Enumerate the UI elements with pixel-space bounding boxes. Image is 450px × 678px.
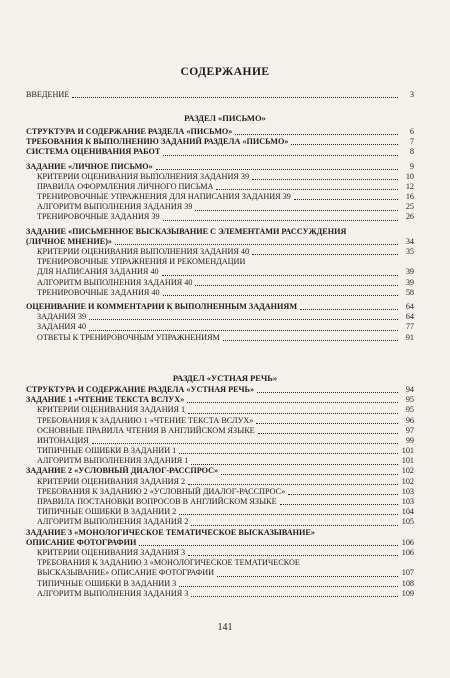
toc-entry-label: КРИТЕРИИ ОЦЕНИВАНИЯ ЗАДАНИЯ 2 xyxy=(37,476,186,486)
toc-leader-dots xyxy=(280,503,398,505)
toc-leader-dots xyxy=(288,493,398,495)
toc-entry xyxy=(26,416,414,426)
toc-leader-dots xyxy=(89,329,398,331)
toc-entry xyxy=(26,426,414,436)
toc-entry-page: 77 xyxy=(405,322,414,332)
toc-leader-dots xyxy=(191,595,398,597)
toc-entry-label: ТРЕБОВАНИЯ К ЗАДАНИЮ 3 «МОНОЛОГИЧЕСКОЕ ТЕМАТИЧЕСКОЕ xyxy=(37,558,300,568)
toc-entry-page: 102 xyxy=(401,476,414,486)
toc-entry-page: 107 xyxy=(401,568,414,578)
toc-leader-dots xyxy=(187,401,398,403)
toc-entry-label: ТРЕБОВАНИЯ К ЗАДАНИЮ 2 «УСЛОВНЫЙ ДИАЛОГ-РАССПРОС» xyxy=(37,486,286,496)
toc-leader-dots xyxy=(257,391,398,393)
toc-leader-dots xyxy=(195,284,398,286)
toc-entry-page: 94 xyxy=(405,384,414,394)
toc-entry-label: ОСНОВНЫЕ ПРАВИЛА ЧТЕНИЯ В АНГЛИЙСКОМ ЯЗЫКЕ xyxy=(37,425,255,435)
section-heading-speaking: РАЗДЕЛ «УСТНАЯ РЕЧЬ» xyxy=(172,373,278,383)
toc-leader-dots xyxy=(252,253,398,255)
toc-entry-page: 64 xyxy=(405,301,414,311)
toc-leader-dots xyxy=(221,473,398,475)
toc-entry-label: СТРУКТУРА И СОДЕРЖАНИЕ РАЗДЕЛА «УСТНАЯ РЕЧЬ» xyxy=(26,384,255,394)
toc-entry xyxy=(26,517,414,527)
toc-entry-label: ВЫСКАЗЫВАНИЕ» ОПИСАНИЕ ФОТОГРАФИИ xyxy=(37,568,215,578)
toc-entry-label: ТИПИЧНЫЕ ОШИБКИ В ЗАДАНИИ 1 xyxy=(37,446,177,456)
toc-entry xyxy=(26,227,414,237)
toc-leader-dots xyxy=(303,565,398,566)
toc-entry-label: ТИПИЧНЫЕ ОШИБКИ В ЗАДАНИИ 3 xyxy=(37,578,177,588)
toc-entry-label: КРИТЕРИИ ОЦЕНИВАНИЯ ВЫПОЛНЕНИЯ ЗАДАНИЯ 39 xyxy=(37,171,250,181)
toc-entry-page: 97 xyxy=(405,425,414,435)
toc-leader-dots xyxy=(191,524,398,526)
toc-entry-page: 106 xyxy=(401,537,414,547)
toc-entry xyxy=(26,192,414,202)
toc-entry-page: 95 xyxy=(405,395,414,405)
toc-entry-label: АЛГОРИТМ ВЫПОЛНЕНИЯ ЗАДАНИЯ 2 xyxy=(37,517,189,527)
toc-entry-label: ВВЕДЕНИЕ xyxy=(26,89,70,99)
toc-entry xyxy=(26,558,414,568)
toc-intro xyxy=(26,90,414,100)
toc-entry-label: АЛГОРИТМ ВЫПОЛНЕНИЯ ЗАДАНИЯ 3 xyxy=(37,588,189,598)
toc-leader-dots xyxy=(195,209,398,211)
toc-entry-page: 95 xyxy=(405,405,414,415)
toc-entry xyxy=(26,467,414,477)
toc-leader-dots xyxy=(115,243,398,245)
toc-section-writing xyxy=(26,127,414,343)
toc-entry-label: КРИТЕРИИ ОЦЕНИВАНИЯ ЗАДАНИЯ 1 xyxy=(37,405,186,415)
toc-leader-dots xyxy=(156,168,398,170)
toc-leader-dots xyxy=(179,452,398,454)
toc-leader-dots xyxy=(139,544,398,546)
toc-entry-label: ТРЕНИРОВОЧНЫЕ УПРАЖНЕНИЯ ДЛЯ НАПИСАНИЯ ЗАДАНИЯ 39 xyxy=(37,192,291,202)
toc-entry xyxy=(26,528,414,538)
toc-entry xyxy=(26,477,414,487)
toc-entry-page: 10 xyxy=(405,171,414,181)
toc-entry-page: 64 xyxy=(405,312,414,322)
toc-entry-page: 12 xyxy=(405,181,414,191)
toc-entry-page: 108 xyxy=(401,578,414,588)
toc-leader-dots xyxy=(188,483,398,485)
toc-entry xyxy=(26,405,414,415)
toc-entry xyxy=(26,312,414,322)
toc-entry-intro xyxy=(26,90,414,100)
toc-entry xyxy=(26,127,414,137)
toc-leader-dots xyxy=(258,432,398,434)
toc-entry-label: ДЛЯ НАПИСАНИЯ ЗАДАНИЯ 40 xyxy=(37,267,159,277)
toc-entry xyxy=(26,507,414,517)
toc-entry-label: ЗАДАНИЕ «ЛИЧНОЕ ПИСЬМО» xyxy=(26,161,153,171)
toc-entry xyxy=(26,172,414,182)
toc-entry-label: ТИПИЧНЫЕ ОШИБКИ В ЗАДАНИИ 2 xyxy=(37,507,177,517)
toc-entry-label: СИСТЕМА ОЦЕНИВАНИЯ РАБОТ xyxy=(26,147,161,157)
toc-entry-label: ЗАДАНИЕ 3 «МОНОЛОГИЧЕСКОЕ ТЕМАТИЧЕСКОЕ ВЫСКАЗЫВАНИЕ» xyxy=(26,527,315,537)
toc-leader-dots xyxy=(163,294,398,296)
toc-entry xyxy=(26,446,414,456)
toc-entry-label: ОТВЕТЫ К ТРЕНИРОВОЧНЫМ УПРАЖНЕНИЯМ xyxy=(37,332,220,342)
toc-entry-page: 34 xyxy=(405,236,414,246)
toc-entry-page: 103 xyxy=(401,497,414,507)
toc-entry xyxy=(26,395,414,405)
toc-entry xyxy=(26,456,414,466)
toc-entry xyxy=(26,385,414,395)
toc-entry-page: 6 xyxy=(409,126,414,136)
toc-entry-label: ПРАВИЛА ПОСТАНОВКИ ВОПРОСОВ В АНГЛИЙСКОМ ЯЗЫКЕ xyxy=(37,497,277,507)
toc-entry xyxy=(26,147,414,157)
toc-entry-page: 26 xyxy=(405,212,414,222)
toc-leader-dots xyxy=(291,143,398,145)
toc-entry-label: КРИТЕРИИ ОЦЕНИВАНИЯ ЗАДАНИЯ 3 xyxy=(37,547,186,557)
toc-entry-label: АЛГОРИТМ ВЫПОЛНЕНИЯ ЗАДАНИЯ 39 xyxy=(37,202,193,212)
toc-entry-page: 7 xyxy=(409,137,414,147)
toc-entry xyxy=(26,322,414,332)
page-title: СОДЕРЖАНИЕ xyxy=(180,66,270,78)
toc-entry-label: ЗАДАНИЕ «ПИСЬМЕННОЕ ВЫСКАЗЫВАНИЕ С ЭЛЕМЕНТАМИ РАССУЖДЕНИЯ xyxy=(26,226,347,236)
toc-entry xyxy=(26,497,414,507)
toc-entry-page: 102 xyxy=(401,466,414,476)
toc-entry-page: 105 xyxy=(401,517,414,527)
toc-entry-label: ТРЕНИРОВОЧНЫЕ УПРАЖНЕНИЯ И РЕКОМЕНДАЦИИ xyxy=(37,257,246,267)
toc-leader-dots xyxy=(256,422,398,424)
toc-entry-page: 101 xyxy=(401,446,414,456)
toc-entry xyxy=(26,538,414,548)
toc-leader-dots xyxy=(179,513,398,515)
toc-entry-page: 103 xyxy=(401,486,414,496)
toc-entry-label: ИНТОНАЦИЯ xyxy=(37,435,89,445)
toc-entry-page: 25 xyxy=(405,202,414,212)
toc-entry xyxy=(26,579,414,589)
toc-leader-dots xyxy=(349,234,398,235)
toc-entry xyxy=(26,589,414,599)
toc-leader-dots xyxy=(223,339,398,341)
toc-leader-dots xyxy=(217,575,398,577)
toc-entry xyxy=(26,302,414,312)
toc-leader-dots xyxy=(92,442,398,444)
toc-leader-dots xyxy=(294,198,398,200)
toc-leader-dots xyxy=(89,318,398,320)
toc-entry-label: ЗАДАНИЯ 40 xyxy=(37,322,87,332)
toc-entry-label: ТРЕНИРОВОЧНЫЕ ЗАДАНИЯ 40 xyxy=(37,287,160,297)
toc-entry xyxy=(26,288,414,298)
toc-entry-page: 99 xyxy=(405,435,414,445)
toc-entry-label: (ЛИЧНОЕ МНЕНИЕ)» xyxy=(26,236,113,246)
toc-entry-label: АЛГОРИТМ ВЫПОЛНЕНИЯ ЗАДАНИЯ 1 xyxy=(37,456,189,466)
toc-entry xyxy=(26,162,414,172)
section-heading-writing: РАЗДЕЛ «ПИСЬМО» xyxy=(184,113,266,123)
toc-entry-page: 91 xyxy=(405,332,414,342)
toc-entry-page: 8 xyxy=(409,147,414,157)
toc-entry-page: 3 xyxy=(409,89,414,99)
toc-entry xyxy=(26,137,414,147)
toc-entry xyxy=(26,487,414,497)
toc-leader-dots xyxy=(162,274,398,276)
toc-entry-label: СТРУКТУРА И СОДЕРЖАНИЕ РАЗДЕЛА «ПИСЬМО» xyxy=(26,126,233,136)
toc-entry xyxy=(26,436,414,446)
toc-leader-dots xyxy=(163,219,398,221)
toc-entry xyxy=(26,333,414,343)
toc-entry-page: 104 xyxy=(401,507,414,517)
toc-entry-label: ОПИСАНИЕ ФОТОГРАФИИ xyxy=(26,537,137,547)
toc-entry xyxy=(26,278,414,288)
toc-entry xyxy=(26,237,414,247)
toc-entry-page: 101 xyxy=(401,456,414,466)
toc-entry-page: 35 xyxy=(405,247,414,257)
toc-entry xyxy=(26,247,414,257)
toc-entry xyxy=(26,213,414,223)
toc-leader-dots xyxy=(72,96,398,98)
toc-entry xyxy=(26,257,414,267)
toc-entry-label: КРИТЕРИИ ОЦЕНИВАНИЯ ВЫПОЛНЕНИЯ ЗАДАНИЯ 40 xyxy=(37,247,250,257)
toc-entry-page: 109 xyxy=(401,588,414,598)
toc-leader-dots xyxy=(252,178,398,180)
toc-entry-label: ЗАДАНИЯ 39 xyxy=(37,312,87,322)
toc-entry-page: 106 xyxy=(401,547,414,557)
toc-entry-label: ЗАДАНИЕ 2 «УСЛОВНЫЙ ДИАЛОГ-РАССПРОС» xyxy=(26,466,219,476)
toc-entry-label: ТРЕБОВАНИЯ К ЗАДАНИЮ 1 «ЧТЕНИЕ ТЕКСТА ВСЛУХ» xyxy=(37,415,254,425)
toc-leader-dots xyxy=(216,188,398,190)
toc-entry-page: 96 xyxy=(405,415,414,425)
toc-leader-dots xyxy=(191,463,398,465)
toc-leader-dots xyxy=(318,535,398,536)
toc-entry-label: ТРЕБОВАНИЯ К ВЫПОЛНЕНИЮ ЗАДАНИЙ РАЗДЕЛА «ПИСЬМО» xyxy=(26,137,289,147)
toc-leader-dots xyxy=(179,585,398,587)
toc-entry xyxy=(26,548,414,558)
toc-leader-dots xyxy=(300,308,398,310)
toc-entry xyxy=(26,267,414,277)
toc-section-speaking xyxy=(26,385,414,599)
toc-entry-label: ТРЕНИРОВОЧНЫЕ ЗАДАНИЯ 39 xyxy=(37,212,160,222)
toc-entry-label: ЗАДАНИЕ 1 «ЧТЕНИЕ ТЕКСТА ВСЛУХ» xyxy=(26,395,185,405)
toc-entry-page: 9 xyxy=(409,161,414,171)
toc-entry xyxy=(26,202,414,212)
toc-entry-page: 58 xyxy=(405,287,414,297)
toc-entry-page: 16 xyxy=(405,192,414,202)
toc-entry-label: ПРАВИЛА ОФОРМЛЕНИЯ ЛИЧНОГО ПИСЬМА xyxy=(37,181,214,191)
toc-leader-dots xyxy=(248,264,398,265)
toc-entry xyxy=(26,568,414,578)
toc-leader-dots xyxy=(163,154,398,156)
page-number: 141 xyxy=(217,622,233,633)
toc-entry-label: АЛГОРИТМ ВЫПОЛНЕНИЯ ЗАДАНИЯ 40 xyxy=(37,277,193,287)
toc-entry-page: 39 xyxy=(405,277,414,287)
toc-entry xyxy=(26,182,414,192)
toc-entry-label: ОЦЕНИВАНИЕ И КОММЕНТАРИИ К ВЫПОЛНЕННЫМ ЗАДАНИЯМ xyxy=(26,301,298,311)
toc-leader-dots xyxy=(188,554,398,556)
toc-leader-dots xyxy=(235,133,398,135)
toc-entry-page: 39 xyxy=(405,267,414,277)
toc-leader-dots xyxy=(188,412,398,414)
